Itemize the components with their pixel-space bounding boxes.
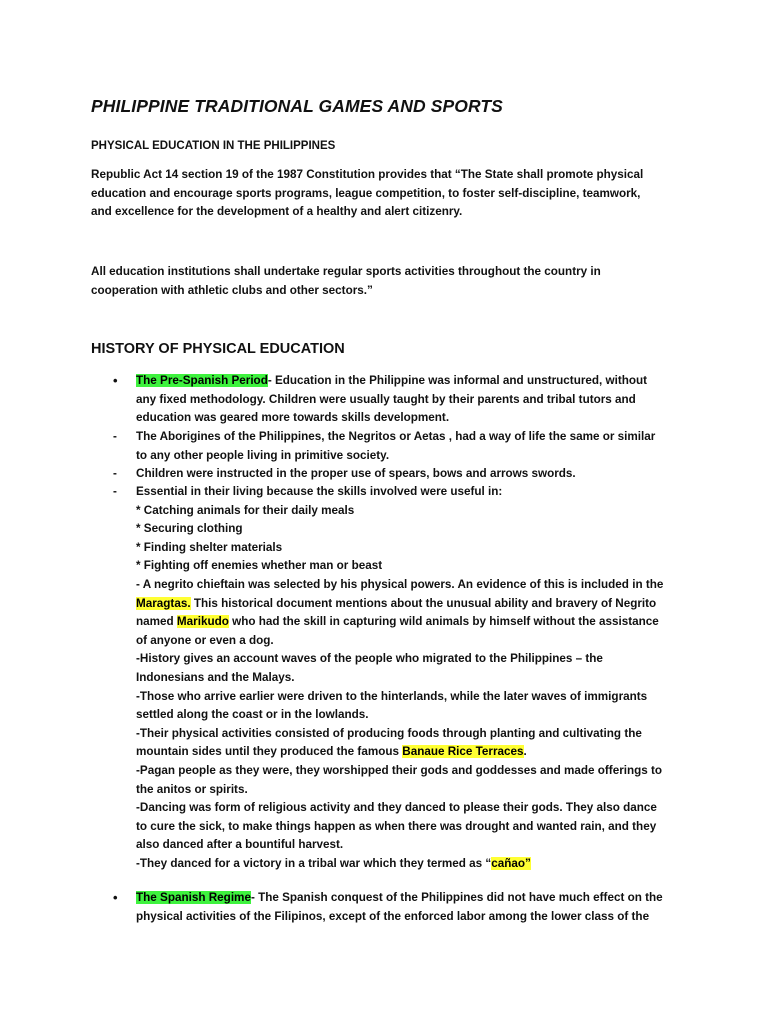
institutions-paragraph	[91, 263, 691, 300]
paragraph-line: education and encourage sports programs, league competition, to foster self-discipline, teamwork,	[91, 186, 641, 200]
bullet-icon: •	[113, 373, 118, 388]
hinterlands-line: settled along the coast or in the lowlands.	[136, 708, 369, 722]
maragtas-highlight: Maragtas.	[136, 596, 191, 610]
canao-highlight: cañao”	[491, 856, 531, 870]
dash-marker: -	[113, 485, 117, 498]
dancing-line: to cure the sick, to make things happen as when there was drought and wanted rain, and they	[136, 819, 657, 833]
chieftain-line: - A negrito chieftain was selected by his physical powers. An evidence of this is included in the	[136, 577, 664, 591]
migration-line: Indonesians and the Malays.	[136, 670, 295, 684]
dancing-line: -Dancing was form of religious activity and they danced to please their gods. They also dance	[136, 801, 657, 815]
spanish-regime-label: The Spanish Regime	[136, 891, 251, 904]
list-item-line: physical activities of the Filipinos, except of the enforced labor among the lower class of the	[136, 909, 650, 923]
chieftain-line: Maragtas. This historical document mentions about the unusual ability and bravery of Negrito	[136, 596, 657, 610]
skill-item: * Securing clothing	[136, 522, 243, 536]
paragraph-line: All education institutions shall undertake regular sports activities throughout the country in	[91, 265, 601, 278]
dash-marker: -	[113, 430, 117, 443]
history-heading: HISTORY OF PHYSICAL EDUCATION	[91, 341, 345, 357]
list-item-line: Essential in their living because the skills involved were useful in:	[136, 485, 503, 498]
list-item-line: The Pre-Spanish Period- Education in the Philippine was informal and unstructured, without	[136, 374, 648, 387]
paragraph-line: Republic Act 14 section 19 of the 1987 Constitution provides that “The State shall promote physical	[91, 168, 644, 181]
pagan-line: -Pagan people as they were, they worshipped their gods and goddesses and made offerings to	[136, 763, 663, 777]
dancing-line: also danced after a bountiful harvest.	[136, 838, 344, 852]
pagan-line: the anitos or spirits.	[136, 782, 248, 796]
list-item-line: The Aborigines of the Philippines, the Negritos or Aetas , had a way of life the same or similar	[136, 430, 656, 443]
paragraph-line: and excellence for the development of a healthy and alert citizenry.	[91, 205, 463, 219]
section-subtitle: PHYSICAL EDUCATION IN THE PHILIPPINES	[91, 140, 336, 152]
skill-item: * Fighting off enemies whether man or beast	[136, 559, 383, 573]
marikudo-highlight: Marikudo	[176, 615, 229, 629]
dash-marker: -	[113, 467, 117, 480]
document-title: PHILIPPINE TRADITIONAL GAMES AND SPORTS	[91, 96, 503, 116]
skill-item: * Finding shelter materials	[136, 540, 283, 554]
physical-line: -Their physical activities consisted of producing foods through planting and cultivating the	[136, 726, 642, 740]
constitution-paragraph	[91, 166, 691, 222]
bullet-icon: •	[113, 890, 118, 905]
physical-line: mountain sides until they produced the famous Banaue Rice Terraces.	[136, 745, 527, 759]
chieftain-line: of anyone or even a dog.	[136, 633, 274, 647]
pre-spanish-label: The Pre-Spanish Period	[136, 374, 268, 387]
list-item-line: The Spanish Regime- The Spanish conquest of the Philippines did not have much effect on the	[136, 891, 663, 904]
list-item-line: Children were instructed in the proper use of spears, bows and arrows swords.	[136, 467, 576, 480]
migration-line: -History gives an account waves of the people who migrated to the Philippines – the	[136, 652, 603, 666]
list-item-line: to any other people living in primitive society.	[136, 448, 390, 462]
list-item-line: education was geared more towards skills development.	[136, 411, 450, 425]
chieftain-line: named Marikudo who had the skill in capturing wild animals by himself without the assistance	[136, 615, 659, 629]
list-item-line: any fixed methodology. Children were usually taught by their parents and tribal tutors and	[136, 392, 636, 406]
paragraph-line: cooperation with athletic clubs and other sectors.”	[91, 283, 373, 297]
skill-item: * Catching animals for their daily meals	[136, 503, 355, 517]
banaue-highlight: Banaue Rice Terraces	[402, 745, 524, 759]
victory-line: -They danced for a victory in a tribal war which they termed as “cañao”	[136, 856, 531, 870]
hinterlands-line: -Those who arrive earlier were driven to the hinterlands, while the later waves of immigrants	[136, 689, 648, 703]
